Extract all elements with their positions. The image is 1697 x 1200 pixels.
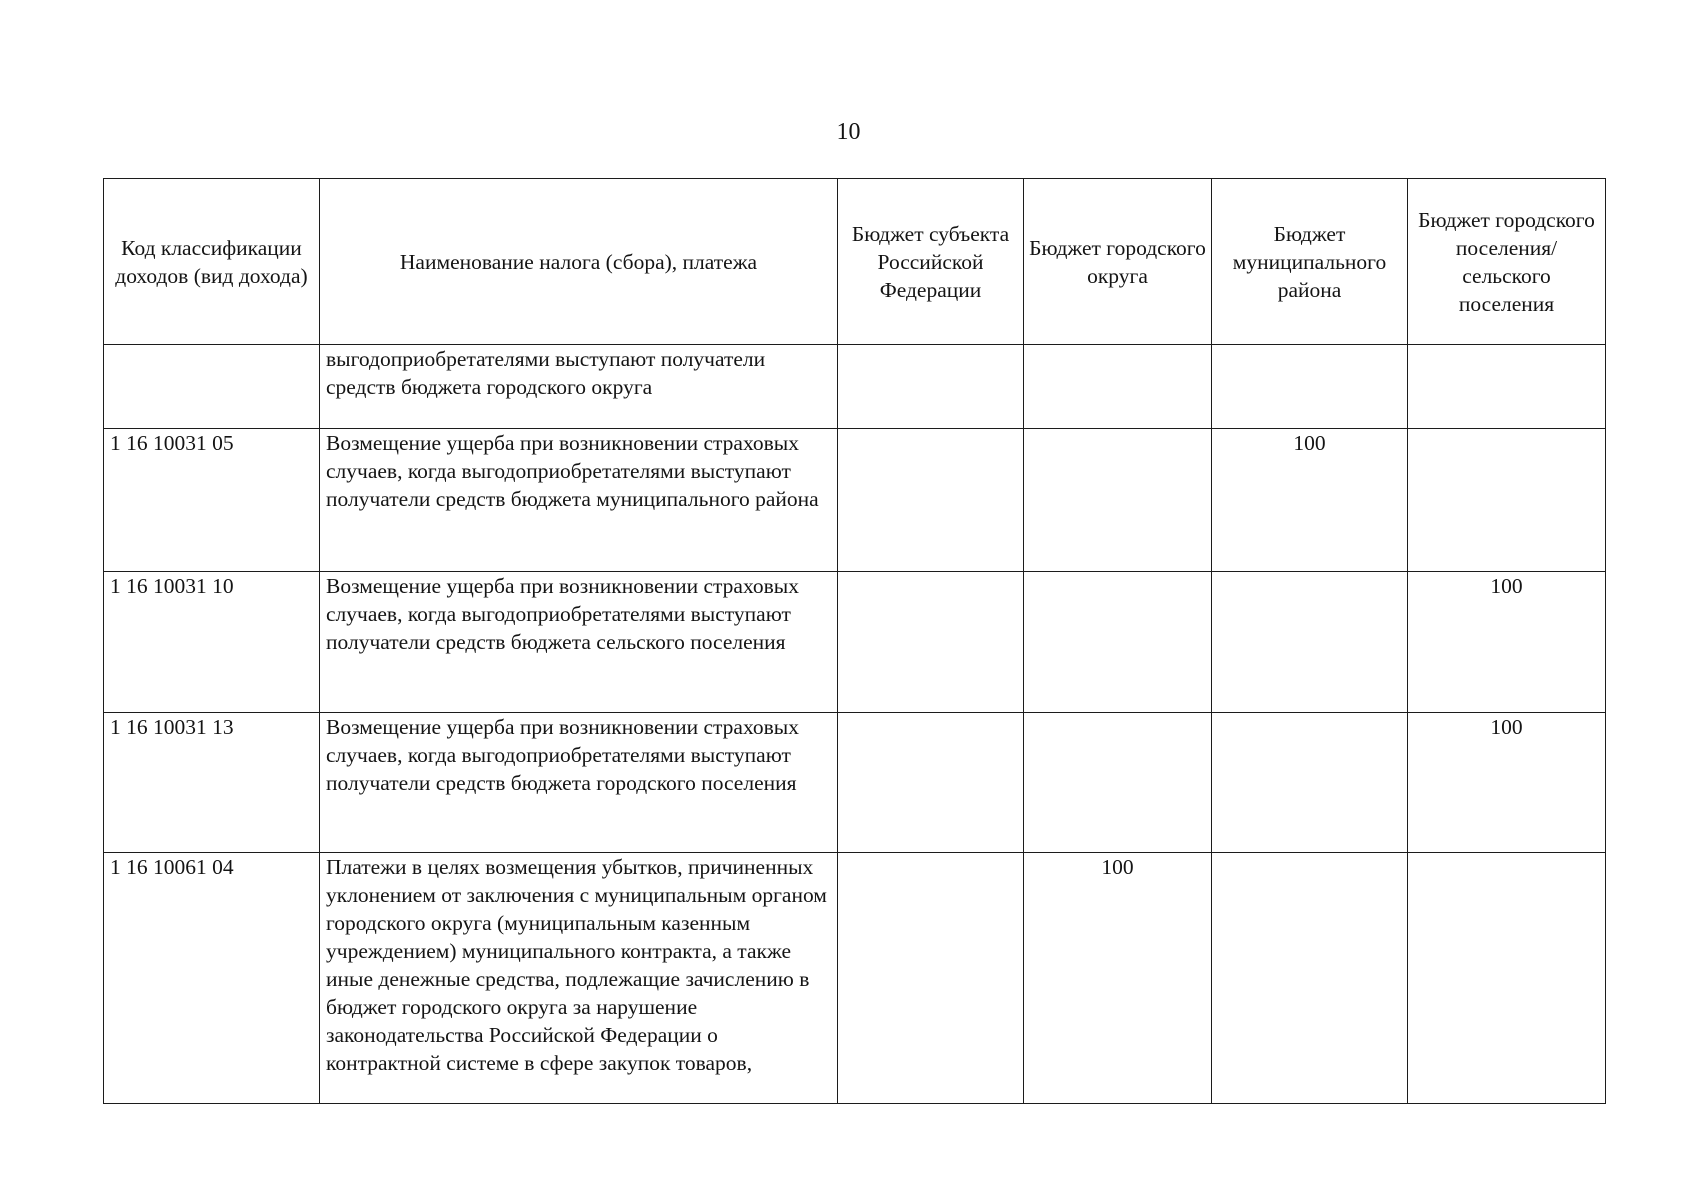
municipal-district-budget-value	[1212, 713, 1408, 853]
settlement-budget-value	[1408, 853, 1606, 1104]
header-name: Наименование налога (сбора), платежа	[320, 179, 838, 345]
municipal-district-budget-value	[1212, 853, 1408, 1104]
city-district-budget-value: 100	[1024, 853, 1212, 1104]
settlement-budget-value	[1408, 345, 1606, 429]
table-row	[104, 713, 1606, 853]
income-code: 1 16 10061 04	[104, 853, 320, 1104]
income-code: 1 16 10031 13	[104, 713, 320, 853]
income-name: Платежи в целях возмещения убытков, причиненных уклонением от заключения с муниципальным органом городского округа (муниципальным казенным учреждением) муниципального контракта, а также иные денежные средства, подлежащие зачислению в бюджет городского округа за нарушение законодательства Российской Федерации о контрактной системе в сфере закупок товаров,	[320, 853, 838, 1104]
city-district-budget-value	[1024, 345, 1212, 429]
header-subject-budget: Бюджет субъекта Российской Федерации	[838, 179, 1024, 345]
municipal-district-budget-value	[1212, 572, 1408, 713]
table-header-row	[104, 179, 1606, 345]
income-code	[104, 345, 320, 429]
subject-budget-value	[838, 345, 1024, 429]
income-code: 1 16 10031 05	[104, 429, 320, 572]
municipal-district-budget-value: 100	[1212, 429, 1408, 572]
settlement-budget-value: 100	[1408, 713, 1606, 853]
city-district-budget-value	[1024, 429, 1212, 572]
table-row	[104, 572, 1606, 713]
table-row	[104, 853, 1606, 1104]
page-number: 10	[836, 119, 861, 145]
table-row	[104, 345, 1606, 429]
city-district-budget-value	[1024, 713, 1212, 853]
table-row	[104, 429, 1606, 572]
header-municipal-district-budget: Бюджет муниципального района	[1212, 179, 1408, 345]
header-settlement-budget: Бюджет городского поселения/ сельского поселения	[1408, 179, 1606, 345]
header-code: Код классификации доходов (вид дохода)	[104, 179, 320, 345]
income-code: 1 16 10031 10	[104, 572, 320, 713]
income-name: Возмещение ущерба при возникновении страховых случаев, когда выгодоприобретателями выступают получатели средств бюджета городского поселения	[320, 713, 838, 853]
income-name: выгодоприобретателями выступают получатели средств бюджета городского округа	[320, 345, 838, 429]
income-distribution-table	[103, 178, 1606, 1104]
subject-budget-value	[838, 853, 1024, 1104]
subject-budget-value	[838, 572, 1024, 713]
municipal-district-budget-value	[1212, 345, 1408, 429]
income-name: Возмещение ущерба при возникновении страховых случаев, когда выгодоприобретателями выступают получатели средств бюджета муниципального района	[320, 429, 838, 572]
income-name: Возмещение ущерба при возникновении страховых случаев, когда выгодоприобретателями выступают получатели средств бюджета сельского поселения	[320, 572, 838, 713]
city-district-budget-value	[1024, 572, 1212, 713]
header-city-district-budget: Бюджет городского округа	[1024, 179, 1212, 345]
subject-budget-value	[838, 713, 1024, 853]
settlement-budget-value	[1408, 429, 1606, 572]
settlement-budget-value: 100	[1408, 572, 1606, 713]
subject-budget-value	[838, 429, 1024, 572]
